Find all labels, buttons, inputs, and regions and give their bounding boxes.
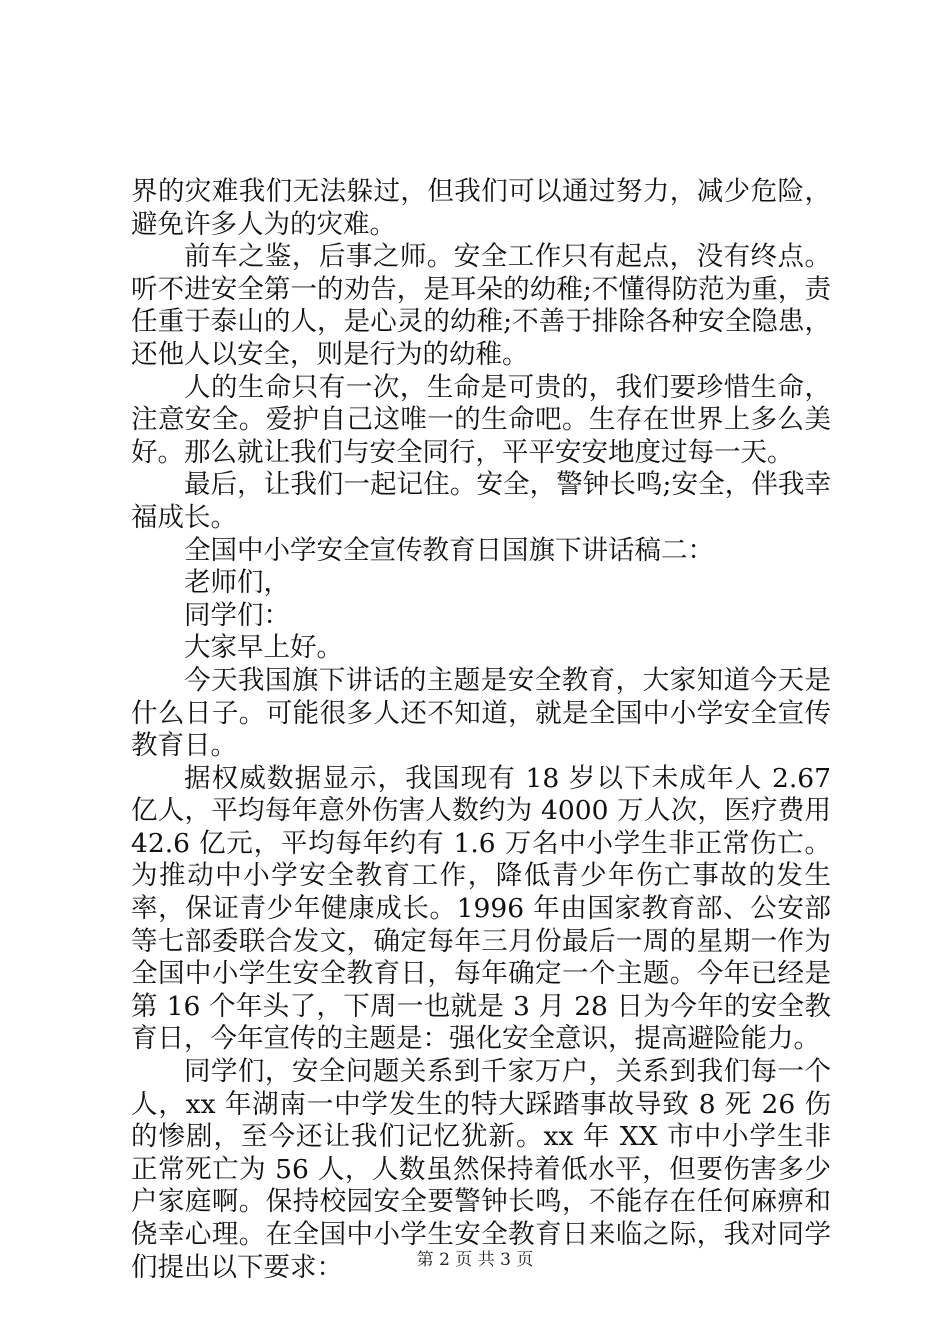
greeting-line: 大家早上好。 [184,632,343,664]
page-footer [0,1245,950,1270]
paragraph: 据权威数据显示，我国现有 18 岁以下未成年人 2.67 亿人，平均每年意外伤害人数约为 4000 万人次，医疗费用 42.6 亿元，平均每年约有 1.6 万名中小学生非正常伤亡。为推动中小学安全教育工作，降低青少年伤亡事故的发生率，保证青少年健康成长。1996 年由国家教育部、公安部等七部委联合发文，确定每年三月份最后一周的星期一作为全国中小学生安全教育日，每年确定一个主题。今年已经是第 16 个年头了，下周一也就是 3 月 28 日为今年的安全教育日，今年宣传的主题是：强化安全意识，提高避险能力。 [131,762,831,1055]
paragraph: 人的生命只有一次，生命是可贵的，我们要珍惜生命，注意安全。爱护自己这唯一的生命吧。生存在世界上多么美好。那么就让我们与安全同行，平平安安地度过每一天。 [131,371,831,468]
paragraph: 最后，让我们一起记住。安全，警钟长鸣;安全，伴我幸福成长。 [131,469,831,533]
paragraph: 界的灾难我们无法躲过，但我们可以通过努力，减少危险，避免许多人为的灾难。 [131,176,831,240]
paragraph: 同学们，安全问题关系到千家万户，关系到我们每一个人，xx 年湖南一中学发生的特大踩踏事故导致 8 死 26 伤的惨剧，至今还让我们记忆犹新。xx 年 XX 市中小学生非正常死亡为 56 人，人数虽然保持着低水平，但要伤害多少户家庭啊。保持校园安全要警钟长鸣，不能存在任何麻痹和侥幸心理。在全国中小学生安全教育日来临之际，我对同学们提出以下要求： [131,1056,831,1283]
section-heading: 全国中小学安全宣传教育日国旗下讲话稿二： [184,534,714,566]
salutation-line: 老师们， [184,567,290,599]
page-number: 第 2 页 共 3 页 [416,1250,534,1270]
paragraph: 前车之鉴，后事之师。安全工作只有起点，没有终点。听不进安全第一的劝告，是耳朵的幼稚;不懂得防范为重，责任重于泰山的人，是心灵的幼稚;不善于排除各种安全隐患，还他人以安全，则是行为的幼稚。 [131,241,831,370]
document-body [131,176,831,1284]
salutation-line: 同学们： [184,599,290,631]
paragraph: 今天我国旗下讲话的主题是安全教育，大家知道今天是什么日子。可能很多人还不知道，就是全国中小学安全宣传教育日。 [131,664,831,762]
